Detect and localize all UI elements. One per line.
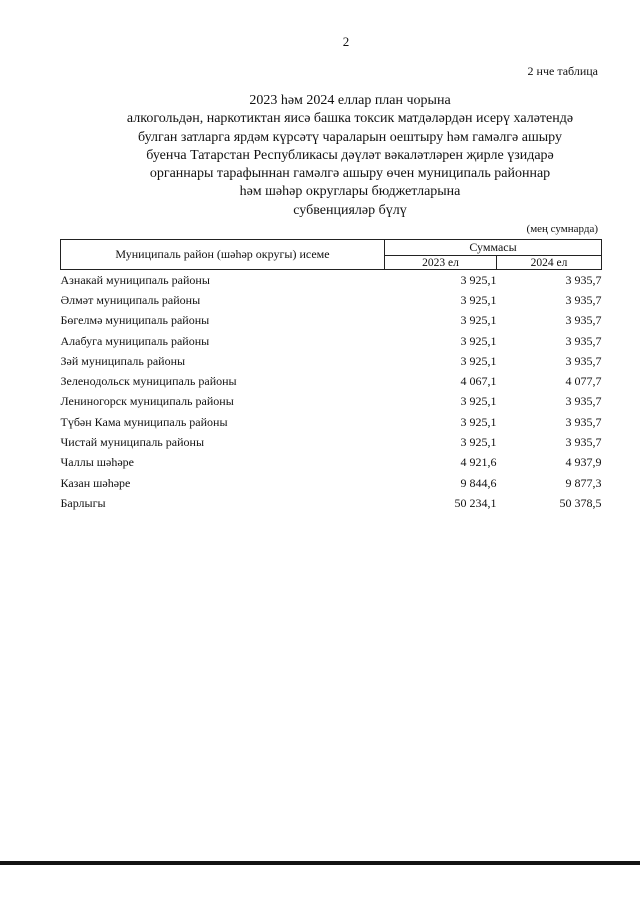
table-row xyxy=(61,311,602,331)
value-2023: 3 925,1 xyxy=(460,292,497,307)
column-header-sum: Суммасы xyxy=(385,240,602,256)
value-2023: 3 925,1 xyxy=(460,353,497,368)
table-row xyxy=(61,290,602,310)
district-name: Түбән Кама муниципаль районы xyxy=(60,414,228,429)
table-row xyxy=(61,432,602,452)
value-2024: 3 935,7 xyxy=(565,272,602,287)
value-2024: 4 937,9 xyxy=(565,455,602,470)
district-name: Алабуга муниципаль районы xyxy=(60,333,210,348)
document-heading xyxy=(80,92,620,220)
heading-line: алкогольдән, наркотиктан яисә башка токсик матдәләрдән исерү халәтендә xyxy=(126,111,574,127)
value-2023: 50 234,1 xyxy=(454,495,497,510)
page-number: 2 xyxy=(342,34,350,49)
value-2023: 3 925,1 xyxy=(460,435,497,450)
table-row xyxy=(61,473,602,493)
heading-line: субвенцияләр бүлү xyxy=(293,202,407,218)
scan-bottom-edge xyxy=(0,861,640,865)
value-2024: 3 935,7 xyxy=(565,313,602,328)
value-2023: 4 921,6 xyxy=(460,455,497,470)
value-2023: 3 925,1 xyxy=(460,313,497,328)
subvention-table xyxy=(60,239,602,514)
table-row xyxy=(61,453,602,473)
district-name: Чаллы шәһәре xyxy=(60,455,134,470)
value-2024: 3 935,7 xyxy=(565,353,602,368)
table-body xyxy=(61,270,602,514)
value-2023: 9 844,6 xyxy=(460,475,497,490)
value-2024: 3 935,7 xyxy=(565,292,602,307)
heading-line: 2023 һәм 2024 еллар план чорына xyxy=(249,93,451,108)
value-2024: 3 935,7 xyxy=(565,333,602,348)
district-name: Бөгелмә муниципаль районы xyxy=(60,313,210,328)
value-2023: 3 925,1 xyxy=(460,394,497,409)
heading-line: булган затларга ярдәм күрсәтү чараларын оештыру һәм гамәлгә ашыру xyxy=(138,129,562,145)
table-row xyxy=(61,493,602,513)
table-row xyxy=(61,331,602,351)
heading-line: буенча Татарстан Республикасы дәүләт вәкаләтләрен җирле үзидарә xyxy=(146,147,554,163)
value-2024: 9 877,3 xyxy=(565,475,602,490)
column-header-name: Муниципаль район (шәһәр округы) исеме xyxy=(61,240,385,270)
value-2023: 3 925,1 xyxy=(460,414,497,429)
column-header-2024: 2024 ел xyxy=(497,256,602,270)
heading-line: органнары тарафыннан гамәлгә ашыру өчен муниципаль районнар xyxy=(149,166,551,182)
district-name: Зәй муниципаль районы xyxy=(60,353,186,368)
district-name: Зеленодольск муниципаль районы xyxy=(60,374,237,389)
heading-line: һәм шәһәр округлары бюджетларына xyxy=(239,184,461,200)
table-row xyxy=(61,371,602,391)
district-name: Азнакай муниципаль районы xyxy=(60,272,210,287)
district-name: Казан шәһәре xyxy=(60,475,131,490)
district-name: Барлыгы xyxy=(60,495,106,510)
value-2023: 3 925,1 xyxy=(460,333,497,348)
value-2023: 4 067,1 xyxy=(460,374,497,389)
value-2023: 3 925,1 xyxy=(460,272,497,287)
value-2024: 3 935,7 xyxy=(565,435,602,450)
table-number: 2 нче таблица xyxy=(527,64,598,78)
value-2024: 3 935,7 xyxy=(565,394,602,409)
units-note: (мең сумнарда) xyxy=(526,223,598,235)
district-name: Лениногорск муниципаль районы xyxy=(60,394,234,409)
table-row xyxy=(61,412,602,432)
table-row xyxy=(61,392,602,412)
value-2024: 50 378,5 xyxy=(559,495,602,510)
table-row xyxy=(61,351,602,371)
value-2024: 4 077,7 xyxy=(565,374,602,389)
column-header-2023: 2023 ел xyxy=(385,256,497,270)
table-row xyxy=(61,270,602,291)
district-name: Чистай муниципаль районы xyxy=(60,435,205,450)
value-2024: 3 935,7 xyxy=(565,414,602,429)
district-name: Әлмәт муниципаль районы xyxy=(60,292,201,307)
